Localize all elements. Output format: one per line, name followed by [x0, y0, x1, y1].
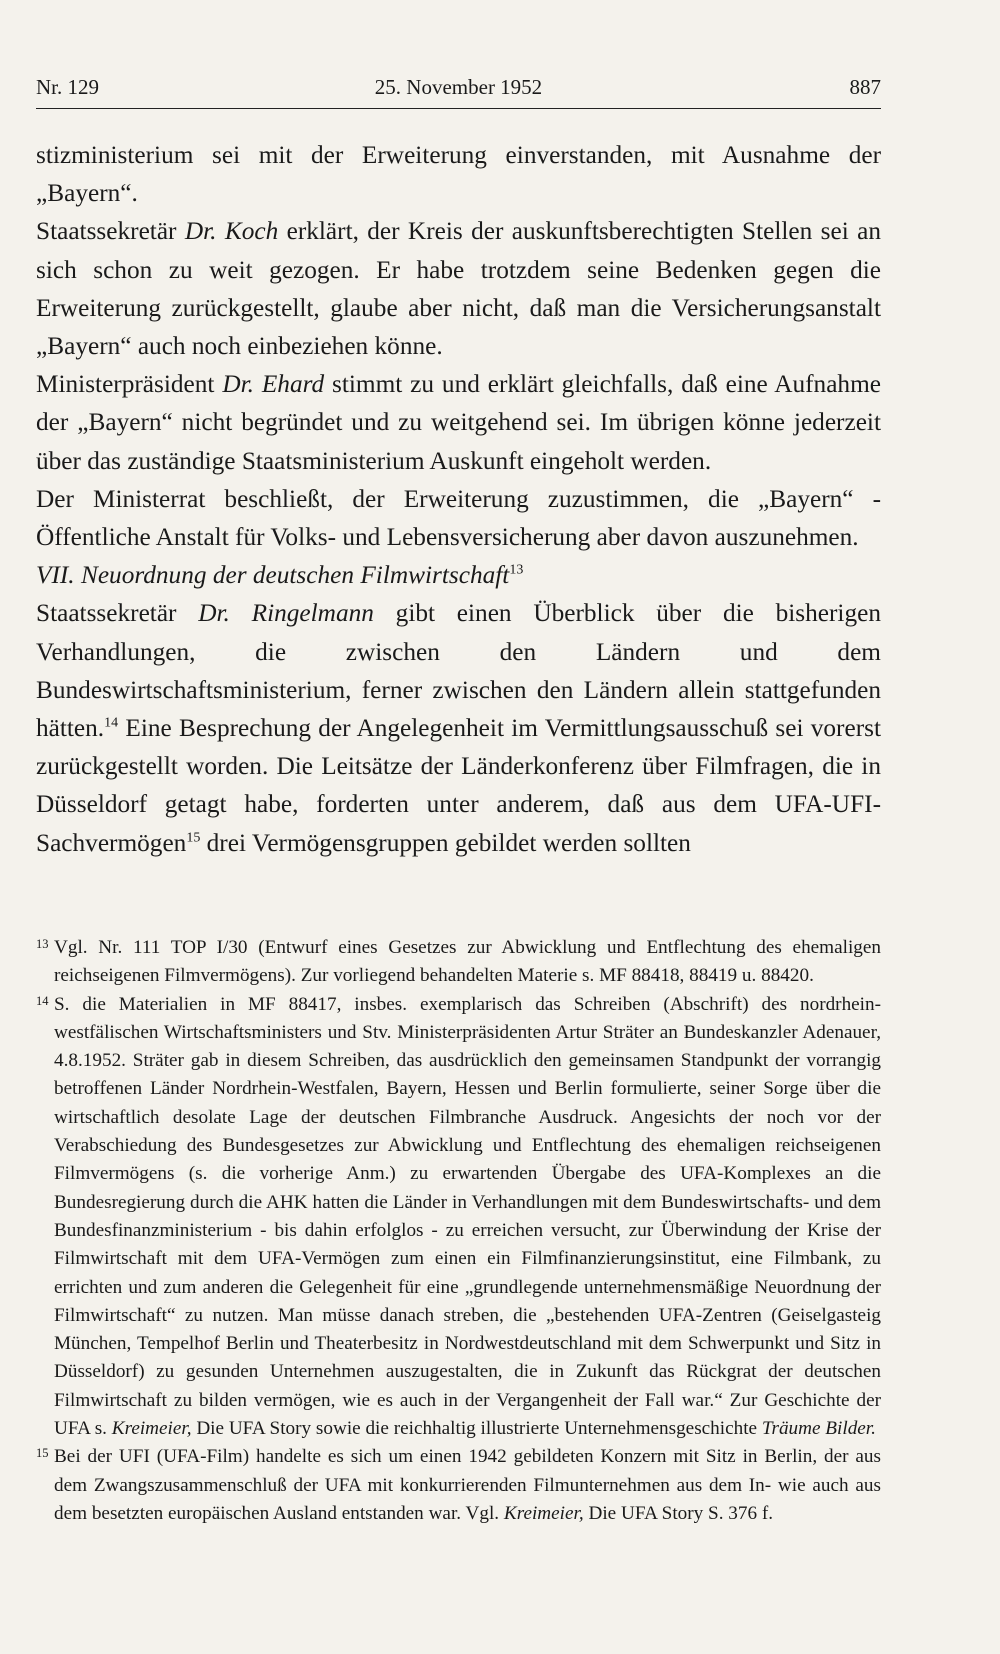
- footnote-ref: 13: [509, 562, 524, 578]
- paragraph-1: stizministerium sei mit der Erweiterung einverstanden, mit Ausnahme der „Bayern“.: [36, 141, 881, 208]
- footnote-15: [36, 1443, 881, 1528]
- paragraph-5: [36, 594, 881, 861]
- section-heading: [36, 556, 881, 594]
- footnote-number: 14: [36, 993, 49, 1008]
- paragraph-5-text-end: drei Vermögensgruppen gebildet werden sollten: [200, 828, 691, 857]
- footnote-13: [36, 934, 881, 991]
- header-rule: [36, 108, 881, 109]
- footnote-number: 13: [36, 937, 49, 951]
- paragraph-5-text: gibt einen Überblick über die bisherigen Verhandlungen, die zwischen den Ländern und dem Bundeswirtschaftsministerium, ferner zwischen den Ländern allein stattgefunden hätten.: [36, 599, 881, 743]
- speaker-name: Dr. Ehard: [222, 370, 325, 399]
- paragraph-5-lead: Staatssekretär: [36, 599, 199, 628]
- footnote-text-cont: Die UFA Story sowie die reichhaltig illustrierte Unternehmensgeschichte: [191, 1418, 762, 1440]
- paragraph-5-text-cont: Eine Besprechung der Angelegenheit im Vermittlungsausschuß sei vorerst zurückgestellt worden. Die Leitsätze der Länderkonferenz über Filmfragen, die in Düsseldorf getagt habe, forderten unter anderem, daß aus dem UFA-UFI-Sachvermögen: [36, 714, 881, 857]
- footnote-ref: 14: [104, 715, 119, 731]
- main-text: [36, 136, 881, 862]
- paragraph-3: [36, 365, 881, 480]
- cited-author: Kreimeier,: [503, 1502, 584, 1524]
- paragraph-3-text: stimmt zu und erklärt gleichfalls, daß eine Aufnahme der „Bayern“ nicht begründet und zu weitgehend sei. Im übrigen könne jederzeit über das zuständige Staatsministerium Auskunft eingeholt werden.: [36, 370, 881, 475]
- speaker-name: Dr. Koch: [184, 217, 279, 246]
- session-date: 25. November 1952: [374, 75, 543, 99]
- footnote-text: Bei der UFI (UFA-Film) handelte es sich um einen 1942 gebildeten Konzern mit Sitz in Berlin, der aus dem Zwangszusammenschluß der UFA mit konkurrierenden Filmunternehmen aus dem In- wie auch aus dem besetzten europäischen Ausland entstanden war. Vgl.: [54, 1446, 881, 1524]
- paragraph-2: [36, 212, 881, 365]
- section-heading-text: VII. Neuordnung der deutschen Filmwirtschaft: [36, 561, 510, 590]
- running-head: [36, 72, 881, 102]
- page-number: 887: [849, 75, 881, 99]
- speaker-name: Dr. Ringelmann: [198, 599, 374, 628]
- footnote-14: [36, 991, 881, 1444]
- cited-author: Kreimeier,: [111, 1418, 192, 1440]
- document-number: Nr. 129: [36, 75, 99, 99]
- footnote-text-end: Die UFA Story S. 376 f.: [583, 1502, 774, 1524]
- paragraph-2-lead: Staatssekretär: [36, 217, 185, 246]
- footnote-number: 15: [36, 1446, 49, 1461]
- paragraph-2-text: erklärt, der Kreis der auskunftsberechtigten Stellen sei an sich schon zu weit gezogen. Er habe trotzdem seine Bedenken gegen die Erweiterung zurückgestellt, glaube aber nicht, daß man die Versicherungsanstalt „Bayern“ auch noch einbeziehen könne.: [36, 217, 881, 361]
- footnotes: [36, 934, 881, 1528]
- footnote-ref: 15: [186, 830, 201, 846]
- cited-title: Träume Bilder.: [761, 1418, 876, 1440]
- paragraph-3-lead: Ministerpräsident: [36, 370, 223, 399]
- footnote-text: Vgl. Nr. 111 TOP I/30 (Entwurf eines Gesetzes zur Abwicklung und Entflechtung des ehemaligen reichseigenen Filmvermögens). Zur vorliegend behandelten Materie s. MF 88418, 88419 u. 88420.: [54, 937, 881, 987]
- footnote-text: S. die Materialien in MF 88417, insbes. exemplarisch das Schreiben (Abschrift) des nordrhein-westfälischen Wirtschaftsministers und Stv. Ministerpräsidenten Artur Sträter an Bundeskanzler Adenauer, 4.8.1952. Sträter gab in diesem Schreiben, das ausdrücklich den gemeinsamen Standpunkt der vorrangig betroffenen Länder Nordrhein-Westfalen, Bayern, Hessen und Berlin formulierte, seiner Sorge über die wirtschaftlich desolate Lage der deutschen Filmbranche Ausdruck. Angesichts der noch vor der Verabschiedung des Bundesgesetzes zur Abwicklung und Entflechtung des ehemaligen reichseigenen Filmvermögens (s. die vorherige Anm.) zu erwartenden Übergabe des UFA-Komplexes an die Bundesregierung durch die AHK hatten die Länder in Verhandlungen mit dem Bundeswirtschafts- und dem Bundesfinanzministerium - bis dahin erfolglos - zu erreichen versucht, zur Überwindung der Krise der Filmwirtschaft mit dem UFA-Vermögen zum einen ein Filmfinanzierungsinstitut, eine Filmbank, zu errichten und zum anderen die Gelegenheit für eine „grundlegende unternehmensmäßige Neuordnung der Filmwirtschaft“ zu nutzen. Man müsse danach streben, die „bestehenden UFA-Zentren (Geiselgasteig München, Tempelhof Berlin und Theaterbesitz in Nordwestdeutschland mit dem Schwerpunkt und Sitz in Düsseldorf) zu gesunden Unternehmen auszugestalten, die in Zukunft das Rückgrat der deutschen Filmwirtschaft zu bilden vermögen, wie es auch in der Vergangenheit der Fall war.“ Zur Geschichte der UFA s.: [54, 993, 881, 1440]
- paragraph-4: Der Ministerrat beschließt, der Erweiterung zuzustimmen, die „Bayern“ - Öffentliche Anstalt für Volks- und Lebensversicherung aber davon auszunehmen.: [36, 484, 881, 552]
